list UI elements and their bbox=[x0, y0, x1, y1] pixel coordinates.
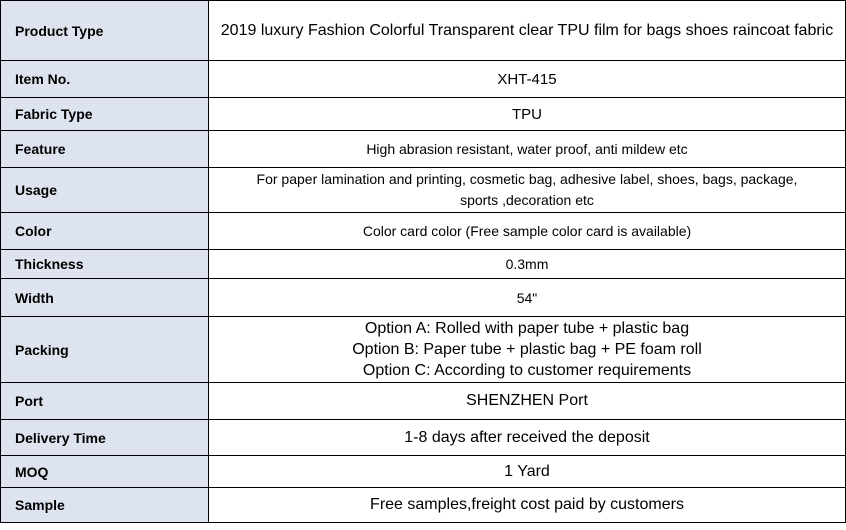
table-row bbox=[1, 98, 846, 131]
table-row bbox=[1, 250, 846, 279]
table-row bbox=[1, 488, 846, 523]
row-value-moq: 1 Yard bbox=[209, 456, 846, 488]
row-value-packing bbox=[209, 317, 846, 383]
usage-line-2: sports ,decoration etc bbox=[460, 192, 594, 208]
row-value-width: 54" bbox=[209, 279, 846, 317]
table-row bbox=[1, 420, 846, 456]
row-value-fabric-type: TPU bbox=[209, 98, 846, 131]
row-label-width: Width bbox=[1, 279, 209, 317]
table-row bbox=[1, 131, 846, 168]
row-label-feature: Feature bbox=[1, 131, 209, 168]
row-value-thickness: 0.3mm bbox=[209, 250, 846, 279]
row-label-usage: Usage bbox=[1, 168, 209, 213]
packing-option-c: Option C: According to customer requirements bbox=[362, 362, 692, 379]
row-label-port: Port bbox=[1, 383, 209, 420]
table-row bbox=[1, 168, 846, 213]
row-label-thickness: Thickness bbox=[1, 250, 209, 279]
table-row bbox=[1, 1, 846, 61]
row-value-feature: High abrasion resistant, water proof, anti mildew etc bbox=[209, 131, 846, 168]
row-value-delivery-time: 1-8 days after received the deposit bbox=[209, 420, 846, 456]
row-label-item-no: Item No. bbox=[1, 61, 209, 98]
row-label-fabric-type: Fabric Type bbox=[1, 98, 209, 131]
table-row bbox=[1, 61, 846, 98]
row-label-color: Color bbox=[1, 213, 209, 250]
row-label-packing: Packing bbox=[1, 317, 209, 383]
table-row bbox=[1, 317, 846, 383]
table-row bbox=[1, 279, 846, 317]
row-value-item-no: XHT-415 bbox=[209, 61, 846, 98]
packing-option-a: Option A: Rolled with paper tube + plastic bag bbox=[364, 320, 690, 337]
table-row bbox=[1, 383, 846, 420]
table-row bbox=[1, 456, 846, 488]
row-value-color: Color card color (Free sample color card is available) bbox=[209, 213, 846, 250]
row-value-sample: Free samples,freight cost paid by customers bbox=[209, 488, 846, 523]
usage-line-1: For paper lamination and printing, cosmetic bag, adhesive label, shoes, bags, package, bbox=[256, 171, 798, 187]
row-value-usage bbox=[209, 168, 846, 213]
row-value-port: SHENZHEN Port bbox=[209, 383, 846, 420]
row-label-delivery-time: Delivery Time bbox=[1, 420, 209, 456]
table-row bbox=[1, 213, 846, 250]
row-value-product-type: 2019 luxury Fashion Colorful Transparent clear TPU film for bags shoes raincoat fabric bbox=[209, 1, 846, 61]
packing-option-b: Option B: Paper tube + plastic bag + PE foam roll bbox=[352, 341, 702, 358]
row-label-moq: MOQ bbox=[1, 456, 209, 488]
row-label-product-type: Product Type bbox=[1, 1, 209, 61]
row-label-sample: Sample bbox=[1, 488, 209, 523]
